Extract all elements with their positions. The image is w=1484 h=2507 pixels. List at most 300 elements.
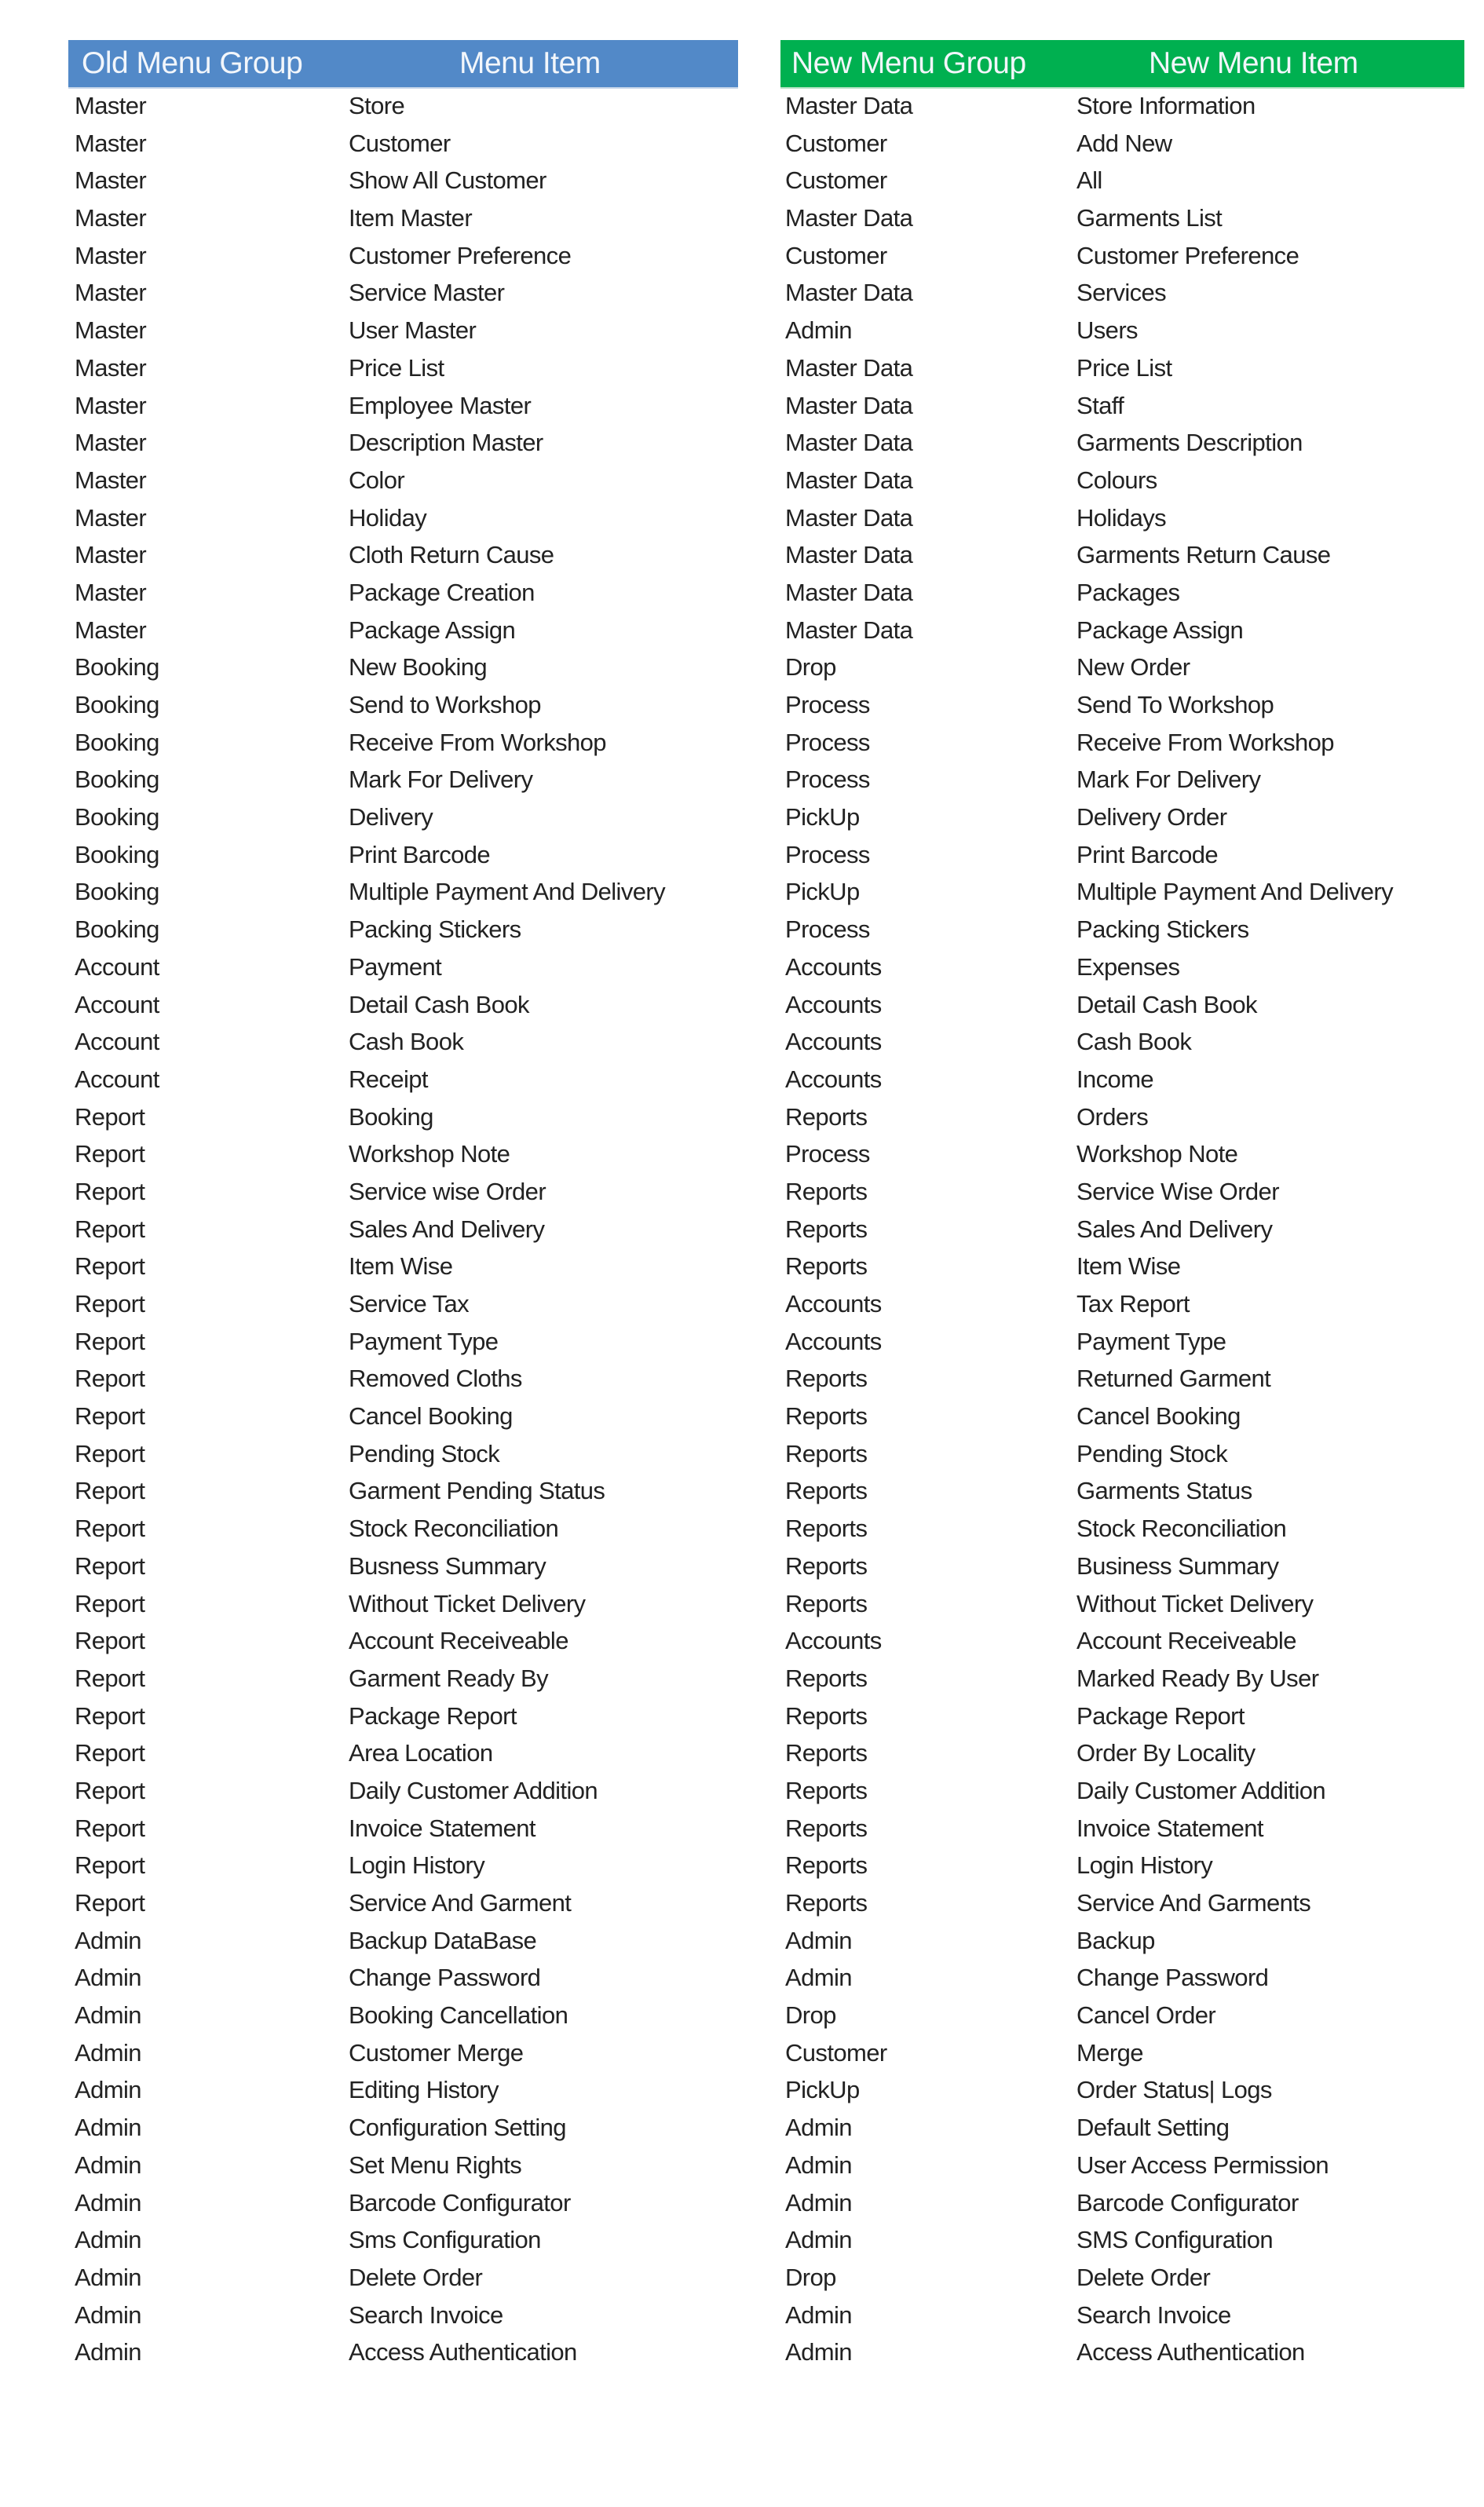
old-menu-group-cell: Report [75, 1290, 145, 1317]
new-menu-item-cell: Holidays [1076, 503, 1167, 532]
new-menu-table-row [780, 2259, 1464, 2297]
old-menu-item-cell: Customer Preference [349, 241, 572, 269]
new-menu-table-row [780, 199, 1464, 237]
new-menu-item-cell: Price List [1076, 353, 1172, 382]
new-menu-item-cell: Business Summary [1076, 1551, 1279, 1580]
new-menu-table-row [780, 1660, 1464, 1698]
old-menu-table-row [68, 948, 738, 986]
new-menu-item-cell: Default Setting [1076, 2114, 1230, 2142]
new-menu-group-cell: Admin [785, 2226, 852, 2254]
old-menu-item-cell: Configuration Setting [349, 2114, 566, 2142]
old-menu-table-row [68, 2109, 738, 2147]
new-menu-table-row [780, 2147, 1464, 2184]
old-menu-table-row [68, 686, 738, 724]
new-menu-group-cell: Process [785, 766, 870, 794]
new-menu-group-cell: Reports [785, 1589, 868, 1617]
old-menu-item-cell: Item Master [349, 204, 473, 232]
old-menu-group-cell: Report [75, 1477, 145, 1505]
old-menu-item-cell: Show All Customer [349, 166, 546, 195]
new-menu-item-cell: Delete Order [1076, 2263, 1211, 2291]
new-menu-item-cell: Orders [1076, 1102, 1149, 1131]
new-menu-table-row [780, 1585, 1464, 1623]
new-menu-group-cell: Reports [785, 1439, 868, 1467]
old-menu-group-cell: Admin [75, 2076, 141, 2104]
old-menu-table-row [68, 799, 738, 836]
new-menu-table-row [780, 1435, 1464, 1473]
old-menu-item-cell: Holiday [349, 503, 427, 532]
old-menu-table-row [68, 312, 738, 349]
new-menu-item-cell: Tax Report [1076, 1290, 1190, 1317]
old-menu-item-cell: Area Location [349, 1739, 493, 1767]
old-menu-item-cell: Sms Configuration [349, 2226, 541, 2254]
new-menu-table-row [780, 873, 1464, 911]
old-menu-table-row [68, 574, 738, 612]
old-menu-item-cell: User Master [349, 316, 477, 345]
new-menu-item-cell: Garments Return Cause [1076, 541, 1331, 569]
old-menu-item-cell: Booking Cancellation [349, 2001, 568, 2030]
old-menu-table-row [68, 1660, 738, 1698]
old-menu-group-cell: Admin [75, 2001, 141, 2030]
new-menu-table-row [780, 424, 1464, 462]
new-menu-table-row [780, 1248, 1464, 1285]
new-menu-table-row [780, 799, 1464, 836]
old-menu-group-cell: Account [75, 952, 159, 981]
old-menu-table-row [68, 274, 738, 312]
new-menu-group-cell: Accounts [785, 1627, 882, 1655]
new-menu-group-cell: Reports [785, 1102, 868, 1131]
new-menu-table-row [780, 162, 1464, 199]
old-menu-item-cell: Store [349, 92, 405, 119]
old-menu-table-row [68, 1810, 738, 1847]
new-menu-item-cell: Colours [1076, 466, 1157, 494]
old-menu-item-cell: Payment [349, 952, 442, 981]
new-menu-table-row [780, 1285, 1464, 1323]
new-menu-item-cell: Cancel Booking [1076, 1402, 1241, 1431]
new-menu-group-cell: Reports [785, 1814, 868, 1842]
new-menu-item-cell: Service And Garments [1076, 1889, 1311, 1917]
old-menu-group-cell: Master [75, 241, 147, 269]
new-menu-group-cell: Master Data [785, 204, 913, 232]
new-menu-item-cell: New Order [1076, 653, 1190, 682]
new-menu-group-cell: Drop [785, 2001, 836, 2030]
old-menu-table-header [68, 40, 738, 87]
old-menu-group-cell: Master [75, 391, 147, 419]
old-menu-table-row [68, 612, 738, 649]
old-menu-table-row [68, 387, 738, 425]
new-menu-table-row [780, 1098, 1464, 1136]
new-menu-group-cell: Process [785, 915, 870, 944]
old-menu-table-row [68, 87, 738, 125]
new-menu-item-cell: Payment Type [1076, 1327, 1226, 1355]
new-menu-item-cell: All [1076, 166, 1102, 195]
old-menu-group-cell: Report [75, 1551, 145, 1580]
old-menu-table-row [68, 649, 738, 686]
old-menu-table-row [68, 1435, 738, 1473]
new-menu-group-cell: Reports [785, 1252, 868, 1281]
old-menu-group-cell: Booking [75, 803, 159, 831]
new-menu-table-row [780, 1023, 1464, 1061]
old-menu-group-cell: Report [75, 1402, 145, 1431]
new-menu-group-cell: Master Data [785, 503, 913, 532]
old-menu-item-cell: Barcode Configurator [349, 2188, 571, 2216]
new-menu-table-row [780, 1173, 1464, 1211]
new-menu-table-body [780, 87, 1464, 2371]
old-menu-table-row [68, 2147, 738, 2184]
new-menu-item-cell: Pending Stock [1076, 1439, 1228, 1467]
new-menu-group-cell: Reports [785, 1551, 868, 1580]
new-menu-item-cell: Search Invoice [1076, 2301, 1231, 2329]
old-menu-group-cell: Report [75, 1701, 145, 1730]
old-menu-item-cell: Package Creation [349, 578, 535, 606]
old-menu-group-header: Old Menu Group [82, 46, 303, 80]
new-menu-group-cell: Accounts [785, 952, 882, 981]
new-menu-group-cell: PickUp [785, 803, 860, 831]
new-menu-item-cell: Login History [1076, 1851, 1213, 1880]
new-menu-item-cell: Cancel Order [1076, 2001, 1216, 2030]
old-menu-group-cell: Admin [75, 2151, 141, 2179]
new-menu-item-cell: Detail Cash Book [1076, 990, 1257, 1018]
new-menu-group-cell: Reports [785, 1515, 868, 1543]
old-menu-table-row [68, 1472, 738, 1510]
new-menu-table-row [780, 836, 1464, 874]
old-menu-group-cell: Booking [75, 878, 159, 906]
new-menu-table-row [780, 2184, 1464, 2222]
old-menu-group-cell: Master [75, 466, 147, 494]
new-menu-item-cell: Print Barcode [1076, 840, 1219, 868]
old-menu-item-cell: Delete Order [349, 2263, 483, 2291]
old-menu-table-row [68, 1211, 738, 1248]
new-menu-group-cell: Admin [785, 1926, 852, 1954]
new-menu-group-cell: Process [785, 840, 870, 868]
old-menu-group-cell: Report [75, 1102, 145, 1131]
new-menu-table-row [780, 87, 1464, 125]
old-menu-table-row [68, 724, 738, 762]
old-menu-table-row [68, 1061, 738, 1098]
new-menu-group-cell: Customer [785, 2038, 887, 2067]
new-menu-table-row [780, 1959, 1464, 1997]
new-menu-table-row [780, 1772, 1464, 1810]
old-menu-item-cell: Booking [349, 1102, 433, 1131]
old-menu-group-cell: Report [75, 1439, 145, 1467]
old-menu-group-cell: Master [75, 92, 147, 119]
new-menu-table-row [780, 125, 1464, 163]
new-menu-group-cell: Customer [785, 241, 887, 269]
new-menu-item-cell: Services [1076, 279, 1167, 307]
old-menu-item-cell: Description Master [349, 429, 543, 457]
old-menu-group-cell: Report [75, 1627, 145, 1655]
old-menu-group-cell: Admin [75, 2188, 141, 2216]
new-menu-table-row [780, 387, 1464, 425]
old-menu-item-cell: Service And Garment [349, 1889, 572, 1917]
old-menu-table-row [68, 349, 738, 387]
old-menu-item-cell: New Booking [349, 653, 488, 682]
new-menu-table-row [780, 1323, 1464, 1361]
old-menu-item-cell: Removed Cloths [349, 1365, 522, 1393]
old-menu-table-row [68, 162, 738, 199]
new-menu-item-cell: Invoice Statement [1076, 1814, 1263, 1842]
old-menu-table-row [68, 199, 738, 237]
old-menu-item-cell: Login History [349, 1851, 485, 1880]
old-menu-table-row [68, 2221, 738, 2259]
new-menu-table-row [780, 986, 1464, 1024]
new-menu-item-cell: Without Ticket Delivery [1076, 1589, 1314, 1617]
old-menu-group-cell: Booking [75, 840, 159, 868]
new-menu-group-cell: Master Data [785, 391, 913, 419]
new-menu-table-row [780, 1398, 1464, 1435]
new-menu-item-cell: Change Password [1076, 1964, 1269, 1992]
new-menu-item-cell: Garments Status [1076, 1477, 1252, 1505]
old-menu-group-cell: Account [75, 990, 159, 1018]
old-menu-table-row [68, 2071, 738, 2109]
old-menu-item-cell: Invoice Statement [349, 1814, 535, 1842]
old-menu-table-row [68, 836, 738, 874]
old-menu-table-row [68, 1548, 738, 1585]
new-menu-table-row [780, 499, 1464, 537]
new-menu-table-row [780, 649, 1464, 686]
new-menu-group-cell: Reports [785, 1215, 868, 1243]
old-menu-item-cell: Garment Ready By [349, 1664, 549, 1692]
old-menu-table-row [68, 1734, 738, 1772]
old-menu-item-cell: Pending Stock [349, 1439, 500, 1467]
new-menu-table-row [780, 2333, 1464, 2371]
old-menu-item-cell: Service wise Order [349, 1177, 546, 1205]
new-menu-group-cell: Reports [785, 1739, 868, 1767]
new-menu-group-cell: Reports [785, 1177, 868, 1205]
new-menu-table-row [780, 1061, 1464, 1098]
new-menu-group-cell: Reports [785, 1851, 868, 1880]
new-menu-table-row [780, 2297, 1464, 2334]
new-menu-table-row [780, 612, 1464, 649]
old-menu-table-row [68, 424, 738, 462]
new-menu-item-cell: Marked Ready By User [1076, 1664, 1319, 1692]
new-menu-table-row [780, 1622, 1464, 1660]
old-menu-item-cell: Sales And Delivery [349, 1215, 545, 1243]
new-menu-group-cell: Accounts [785, 1028, 882, 1056]
new-menu-group-cell: Reports [785, 1701, 868, 1730]
old-menu-group-cell: Master [75, 541, 147, 569]
old-menu-group-cell: Report [75, 1739, 145, 1767]
old-menu-table-row [68, 986, 738, 1024]
new-menu-table-row [780, 312, 1464, 349]
new-menu-table-row [780, 237, 1464, 275]
old-menu-group-cell: Booking [75, 766, 159, 794]
new-menu-table [780, 40, 1464, 2366]
old-menu-group-cell: Admin [75, 2114, 141, 2142]
old-menu-item-cell: Mark For Delivery [349, 766, 533, 794]
old-menu-table-row [68, 2259, 738, 2297]
new-menu-item-header: New Menu Item [1149, 46, 1358, 80]
new-menu-item-cell: Send To Workshop [1076, 691, 1274, 718]
old-menu-group-cell: Report [75, 1589, 145, 1617]
new-menu-item-cell: Packages [1076, 578, 1180, 606]
old-menu-item-cell: Color [349, 466, 405, 494]
new-menu-table-row [780, 1472, 1464, 1510]
old-menu-item-cell: Cloth Return Cause [349, 541, 554, 569]
old-menu-group-cell: Master [75, 166, 147, 195]
old-menu-group-cell: Booking [75, 915, 159, 944]
new-menu-group-cell: Admin [785, 2114, 852, 2142]
old-menu-group-cell: Report [75, 1252, 145, 1281]
old-menu-group-cell: Master [75, 503, 147, 532]
old-menu-table-row [68, 1510, 738, 1548]
new-menu-group-cell: Accounts [785, 990, 882, 1018]
old-menu-item-cell: Backup DataBase [349, 1926, 537, 1954]
new-menu-group-cell: Admin [785, 1964, 852, 1992]
new-menu-item-cell: Stock Reconciliation [1076, 1515, 1287, 1543]
old-menu-table-row [68, 499, 738, 537]
old-menu-group-cell: Report [75, 1664, 145, 1692]
new-menu-table-row [780, 686, 1464, 724]
old-menu-group-cell: Report [75, 1889, 145, 1917]
new-menu-item-cell: Order Status| Logs [1076, 2076, 1272, 2104]
new-menu-table-row [780, 2109, 1464, 2147]
old-menu-item-cell: Multiple Payment And Delivery [349, 878, 666, 906]
old-menu-group-cell: Master [75, 316, 147, 345]
new-menu-group-cell: Reports [785, 1477, 868, 1505]
new-menu-item-cell: User Access Permission [1076, 2151, 1329, 2179]
old-menu-group-cell: Report [75, 1177, 145, 1205]
new-menu-item-cell: Customer Preference [1076, 241, 1299, 269]
new-menu-item-cell: Merge [1076, 2038, 1143, 2067]
new-menu-table-header [780, 40, 1464, 87]
old-menu-table-row [68, 1884, 738, 1922]
new-menu-group-cell: Admin [785, 2338, 852, 2366]
new-menu-group-cell: Master Data [785, 466, 913, 494]
new-menu-table-row [780, 1135, 1464, 1173]
old-menu-table-row [68, 761, 738, 799]
old-menu-item-cell: Customer Merge [349, 2038, 524, 2067]
old-menu-group-cell: Master [75, 279, 147, 307]
new-menu-table-row [780, 761, 1464, 799]
new-menu-group-cell: Drop [785, 2263, 836, 2291]
old-menu-table-body [68, 87, 738, 2371]
old-menu-group-cell: Master [75, 353, 147, 382]
new-menu-group-cell: Master Data [785, 429, 913, 457]
new-menu-item-cell: Delivery Order [1076, 803, 1227, 831]
old-menu-item-cell: Change Password [349, 1964, 541, 1992]
new-menu-group-cell: Accounts [785, 1290, 882, 1317]
new-menu-group-cell: Admin [785, 2151, 852, 2179]
new-menu-item-cell: Workshop Note [1076, 1140, 1238, 1168]
old-menu-item-cell: Item Wise [349, 1252, 453, 1281]
old-menu-item-cell: Customer [349, 129, 451, 157]
new-menu-group-cell: Master Data [785, 279, 913, 307]
old-menu-item-cell: Package Assign [349, 616, 516, 644]
old-menu-table-row [68, 873, 738, 911]
old-menu-group-cell: Report [75, 1851, 145, 1880]
new-menu-table-row [780, 274, 1464, 312]
old-menu-group-cell: Master [75, 578, 147, 606]
new-menu-group-cell: Master Data [785, 578, 913, 606]
old-menu-item-header: Menu Item [459, 46, 601, 80]
old-menu-item-cell: Search Invoice [349, 2301, 503, 2329]
new-menu-group-cell: Accounts [785, 1327, 882, 1355]
old-menu-group-cell: Account [75, 1028, 159, 1056]
new-menu-table-row [780, 2071, 1464, 2109]
new-menu-item-cell: Item Wise [1076, 1252, 1181, 1281]
old-menu-item-cell: Payment Type [349, 1327, 499, 1355]
old-menu-item-cell: Print Barcode [349, 840, 491, 868]
new-menu-group-cell: Process [785, 691, 870, 718]
old-menu-table-row [68, 1622, 738, 1660]
new-menu-item-cell: Receive From Workshop [1076, 728, 1334, 756]
new-menu-group-cell: Reports [785, 1402, 868, 1431]
old-menu-table-row [68, 1997, 738, 2034]
old-menu-table-row [68, 1023, 738, 1061]
new-menu-group-cell: Reports [785, 1889, 868, 1917]
old-menu-table-row [68, 1360, 738, 1398]
new-menu-group-header: New Menu Group [791, 46, 1026, 80]
old-menu-table-row [68, 237, 738, 275]
old-menu-table-row [68, 2034, 738, 2072]
new-menu-item-cell: Returned Garment [1076, 1365, 1271, 1393]
old-menu-item-cell: Send to Workshop [349, 691, 541, 718]
new-menu-group-cell: Reports [785, 1776, 868, 1804]
new-menu-group-cell: Process [785, 1140, 870, 1168]
old-menu-group-cell: Report [75, 1776, 145, 1804]
new-menu-group-cell: Accounts [785, 1065, 882, 1093]
old-menu-group-cell: Report [75, 1515, 145, 1543]
new-menu-group-cell: Drop [785, 653, 836, 682]
old-menu-group-cell: Report [75, 1365, 145, 1393]
old-menu-table-row [68, 1585, 738, 1623]
new-menu-item-cell: Backup [1076, 1926, 1155, 1954]
new-menu-item-cell: Barcode Configurator [1076, 2188, 1299, 2216]
old-menu-table-row [68, 1323, 738, 1361]
old-menu-item-cell: Busness Summary [349, 1551, 546, 1580]
old-menu-group-cell: Booking [75, 691, 159, 718]
new-menu-item-cell: Mark For Delivery [1076, 766, 1261, 794]
old-menu-item-cell: Service Master [349, 279, 505, 307]
new-menu-table-row [780, 1734, 1464, 1772]
old-menu-group-cell: Report [75, 1140, 145, 1168]
new-menu-group-cell: Admin [785, 2188, 852, 2216]
old-menu-group-cell: Admin [75, 2301, 141, 2329]
old-menu-group-cell: Report [75, 1215, 145, 1243]
new-menu-group-cell: Customer [785, 166, 887, 195]
old-menu-group-cell: Booking [75, 728, 159, 756]
old-menu-table-row [68, 536, 738, 574]
old-menu-item-cell: Editing History [349, 2076, 499, 2104]
new-menu-table-row [780, 1510, 1464, 1548]
old-menu-table-row [68, 1922, 738, 1960]
old-menu-item-cell: Delivery [349, 803, 433, 831]
new-menu-group-cell: Reports [785, 1365, 868, 1393]
new-menu-table-row [780, 536, 1464, 574]
new-menu-table-row [780, 1360, 1464, 1398]
old-menu-table-row [68, 1959, 738, 1997]
new-menu-group-cell: Reports [785, 1664, 868, 1692]
old-menu-table-row [68, 1398, 738, 1435]
old-menu-item-cell: Account Receiveable [349, 1627, 568, 1655]
old-menu-item-cell: Receive From Workshop [349, 728, 606, 756]
old-menu-item-cell: Receipt [349, 1065, 428, 1093]
new-menu-table-row [780, 574, 1464, 612]
new-menu-table-row [780, 724, 1464, 762]
old-menu-group-cell: Admin [75, 2338, 141, 2366]
old-menu-table-row [68, 462, 738, 499]
old-menu-item-cell: Set Menu Rights [349, 2151, 522, 2179]
new-menu-group-cell: Admin [785, 2301, 852, 2329]
new-menu-group-cell: Master Data [785, 92, 913, 119]
new-menu-group-cell: Master Data [785, 353, 913, 382]
old-menu-table-row [68, 1135, 738, 1173]
new-menu-item-cell: SMS Configuration [1076, 2226, 1273, 2254]
new-menu-item-cell: Add New [1076, 129, 1172, 157]
new-menu-group-cell: PickUp [785, 2076, 860, 2104]
old-menu-group-cell: Report [75, 1327, 145, 1355]
new-menu-table-row [780, 1698, 1464, 1735]
